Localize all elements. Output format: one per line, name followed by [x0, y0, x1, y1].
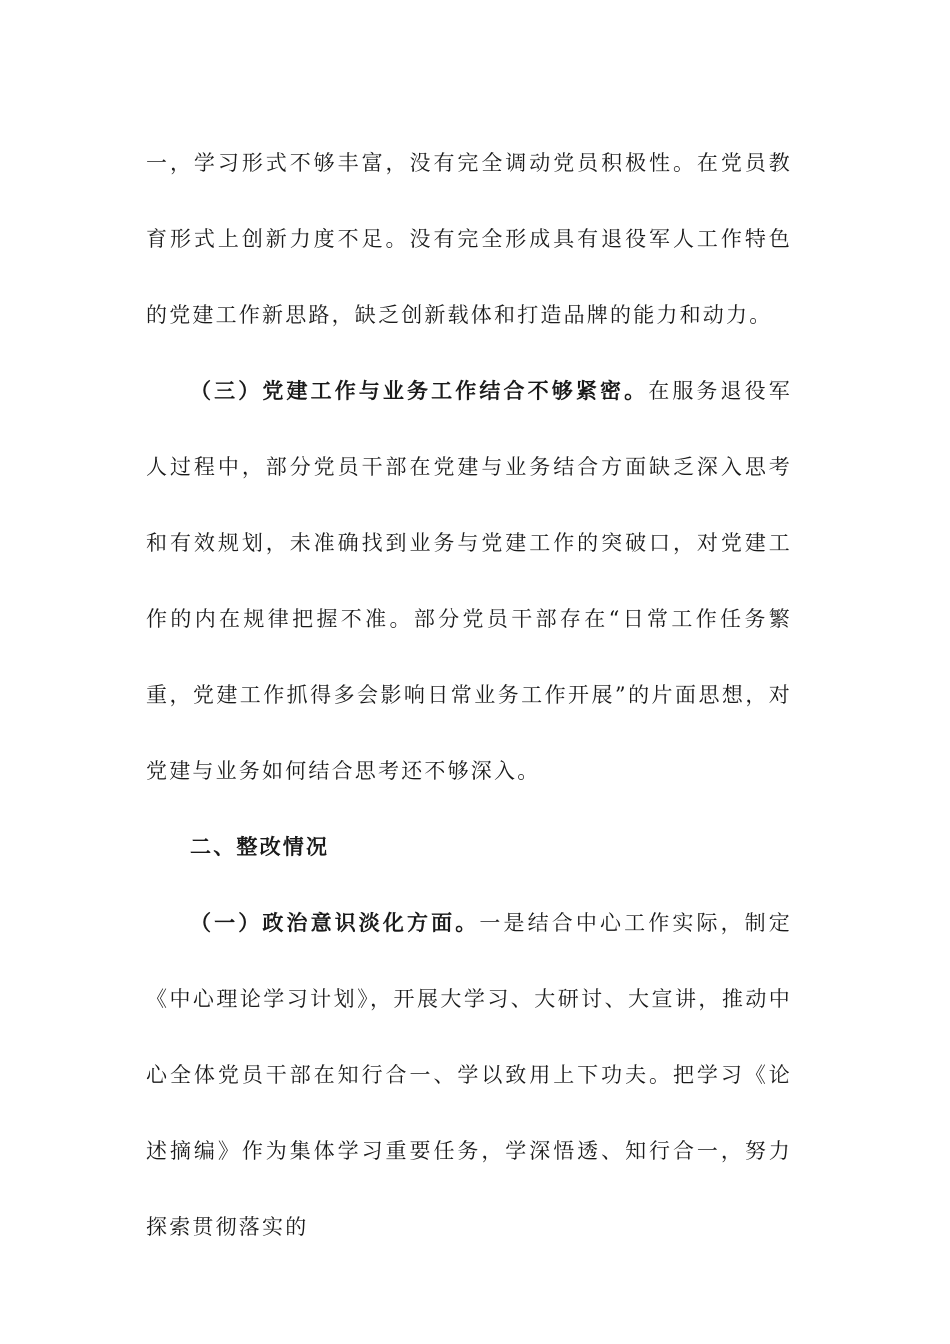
paragraph-subsection-one	[146, 885, 792, 1265]
paragraph-text: 一是结合中心工作实际，制定《中心理论学习计划》，开展大学习、大研讨、大宣讲，推动中心全体党员干部在知行合一、学以致用上下功夫。把学习《论述摘编》作为集体学习重要任务，学深悟透、知行合一，努力探索贯彻落实的	[146, 911, 792, 1239]
paragraph-text: 在服务退役军人过程中，部分党员干部在党建与业务结合方面缺乏深入思考和有效规划，未准确找到业务与党建工作的突破口，对党建工作的内在规律把握不准。部分党员干部存在“日常工作任务繁重，党建工作抓得多会影响日常业务工作开展”的片面思想，对党建与业务如何结合思考还不够深入。	[146, 379, 792, 783]
paragraph-lead: （一）政治意识淡化方面。	[190, 910, 480, 935]
paragraph-continuation	[146, 125, 792, 353]
paragraph-section-three	[146, 353, 792, 809]
paragraph-text: 一，学习形式不够丰富，没有完全调动党员积极性。在党员教育形式上创新力度不足。没有完全形成具有退役军人工作特色的党建工作新思路，缺乏创新载体和打造品牌的能力和动力。	[146, 151, 792, 327]
document-body	[146, 125, 792, 1265]
section-heading: 二、整改情况	[190, 834, 330, 859]
paragraph-lead: （三）党建工作与业务工作结合不够紧密。	[190, 378, 649, 403]
